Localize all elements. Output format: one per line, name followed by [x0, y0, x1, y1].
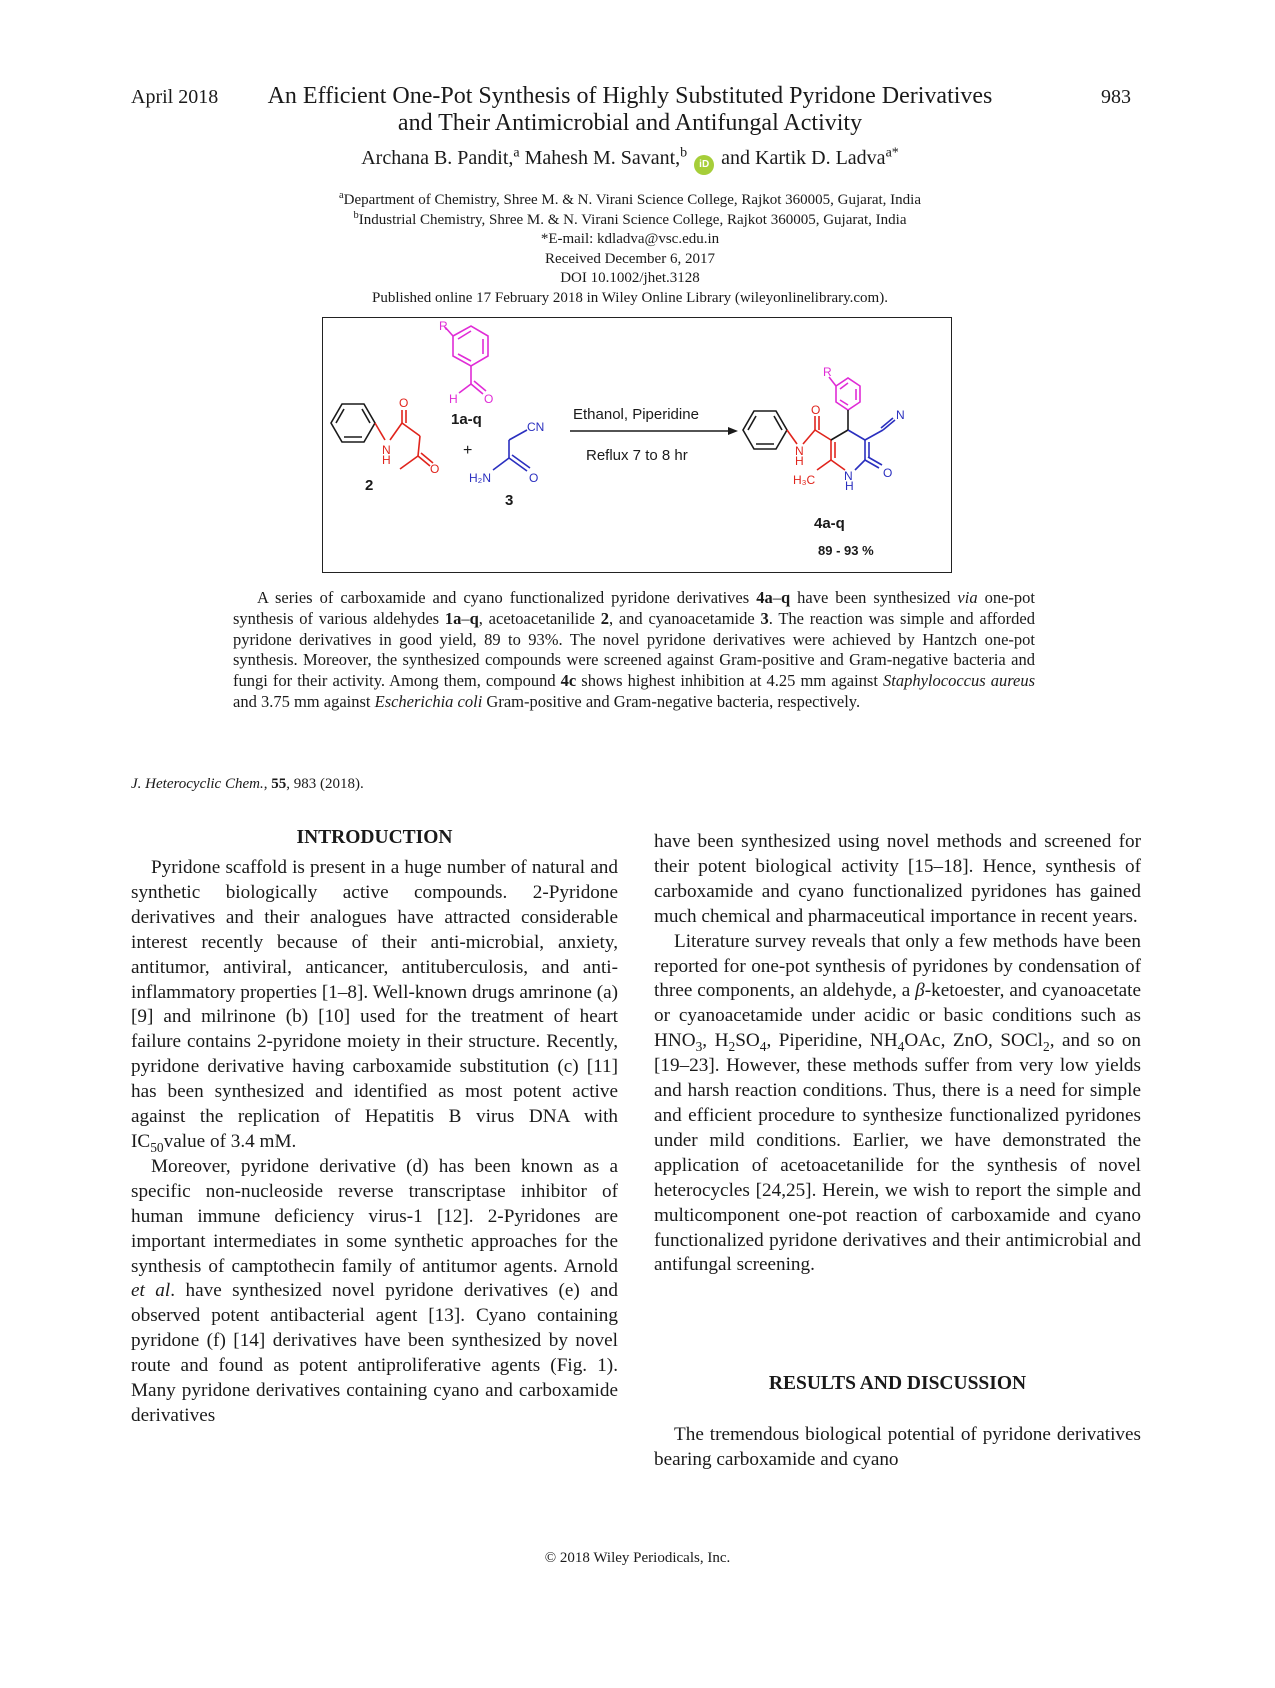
author-1-affil: a [513, 145, 520, 161]
atom-n-2: N [382, 443, 391, 457]
label-compound-3: 3 [505, 492, 514, 509]
plus-sign: + [463, 442, 473, 459]
atom-o-3: O [529, 471, 539, 485]
article-title [240, 83, 1020, 137]
copyright-footer: © 2018 Wiley Periodicals, Inc. [544, 1550, 731, 1566]
author-3-affil: a* [885, 145, 899, 161]
journal-citation: J. Heterocyclic Chem., 55, 983 (2018). [131, 776, 364, 792]
author-2[interactable]: Mahesh M. Savant, [524, 147, 681, 169]
intro-paragraph-1: Pyridone scaffold is present in a huge number of natural and synthetic biologically active compounds. 2-Pyridone derivatives and their analogues have attracted considerable interest recently because of their anti-microbial, anxiety, antitumor, antiviral, anticancer, antituberculosis, and anti-inflammatory properties [1–8]. Well-known drugs amrinone (a) [9] and milrinone (b) [10] used for the treatment of heart failure contains 2-pyridone moiety in their structure. Recently, pyridone derivative having carboxamide substitution (c) [11] has been synthesized and identified as most potent active against the replication of Hepatitis B virus DNA with $IC_{50}value$ of 3.4 mM. [131, 857, 618, 1155]
reaction-scheme [322, 317, 952, 573]
atom-r-4: R [823, 365, 832, 379]
atom-h-2: H [382, 453, 391, 467]
abstract [233, 588, 1035, 713]
author-3[interactable]: and Kartik D. Ladva [721, 147, 886, 169]
title-line-1: An Efficient One-Pot Synthesis of Highly Substituted Pyridone Derivatives [267, 83, 993, 109]
results-column [654, 1423, 1141, 1473]
atom-o-4b: O [883, 466, 893, 480]
atom-o-1: O [484, 392, 494, 406]
conditions-top: Ethanol, Piperidine [573, 406, 699, 423]
atom-h-1: H [449, 392, 458, 406]
title-line-2: and Their Antimicrobial and Antifungal Activity [397, 110, 863, 136]
affiliations [240, 191, 1020, 308]
atom-n-4a: N [795, 444, 804, 458]
section-heading-introduction: INTRODUCTION [296, 827, 453, 848]
atom-o-2a: O [399, 396, 409, 410]
received-date: Received December 6, 2017 [545, 250, 715, 267]
header-date: April 2018 [131, 86, 219, 108]
compound-1-structure [445, 326, 488, 394]
atom-n-4c: N [896, 408, 905, 422]
section-heading-results: RESULTS AND DISCUSSION [768, 1373, 1027, 1394]
reaction-arrow-head [728, 427, 738, 435]
atom-n-4b: N [844, 469, 853, 483]
reaction-scheme-svg [323, 318, 951, 572]
author-list [240, 147, 1020, 175]
affiliation-b: $^b$Industrial Chemistry, Shree M. & N. Virani Science College, Rajkot 360005, Gujarat, India [353, 209, 907, 228]
right-column [654, 830, 1141, 1278]
intro-paragraph-2: Moreover, pyridone derivative (d) has been known as a specific non-nucleoside reverse transcriptase inhibitor of human immune deficiency virus-1 [12]. 2-Pyridones are important intermediates in some synthetic approaches for the synthesis of camptothecin family of antitumor agents. Arnold et al. have synthesized novel pyridone derivatives (e) and observed potent antibacterial agent [13]. Cyano containing pyridone (f) [14] derivatives have been synthesized by novel route and found as potent antiproliferative agents (Fig. 1). Many pyridone derivatives containing cyano and carboxamide derivatives [131, 1155, 618, 1426]
intro-paragraph-3: have been synthesized using novel methods and screened for their potent biological activity [15–18]. Hence, synthesis of carboxamide and cyano functionalized pyridones has gained much chemical and pharmaceutical importance in recent years. [654, 831, 1141, 927]
product-4-structure [743, 377, 895, 470]
yield-label: 89 - 93 % [818, 543, 874, 558]
email[interactable]: *E-mail: kdladva@vsc.edu.in [540, 231, 720, 247]
compound-3-structure [493, 430, 530, 471]
orcid-icon[interactable]: iD [694, 155, 714, 175]
label-compound-2: 2 [365, 477, 374, 494]
affiliation-a: $^a$Department of Chemistry, Shree M. & N. Virani Science College, Rajkot 360005, Gujarat, India [339, 190, 921, 208]
author-1[interactable]: Archana B. Pandit, [361, 147, 514, 169]
atom-h-4b: H [845, 479, 854, 493]
atom-h-4a: H [795, 454, 804, 468]
published-online: Published online 17 February 2018 in Wiley Online Library (wileyonlinelibrary.com). [372, 289, 888, 306]
left-column [131, 856, 618, 1429]
atom-o-4a: O [811, 403, 821, 417]
atom-o-2b: O [430, 462, 440, 476]
conditions-bottom: Reflux 7 to 8 hr [586, 447, 688, 464]
doi[interactable]: DOI 10.1002/jhet.3128 [560, 270, 700, 286]
page-number: 983 [1101, 86, 1131, 108]
label-product-4aq: 4a-q [814, 515, 845, 532]
atom-r-1: R [439, 319, 448, 333]
atom-h2n-3: H₂N [469, 471, 491, 485]
atom-cn-3: CN [527, 420, 545, 434]
intro-paragraph-4: Literature survey reveals that only a few methods have been reported for one-pot synthesis of pyridones by condensation of three components, an aldehyde, a β-ketoester, and cyanoacetate or cyanoacetamide under acidic or basic conditions such as $HNO_3$, $H_2SO_4$, Piperidine, $NH_4OAc$, ZnO, SOCl$_2$, and so on [19–23]. However, these methods suffer from very low yields and harsh reaction conditions. Thus, there is a need for simple and efficient procedure to synthesize functionalized pyridones under mild conditions. Earlier, we have demonstrated the application of acetoacetanilide for the synthesis of novel heterocycles [24,25]. Herein, we wish to report the simple and multicomponent one-pot reaction of carboxamide and cyano functionalized pyridone derivatives and their antimicrobial and antifungal screening. [654, 930, 1142, 1276]
abstract-paragraph: A series of carboxamide and cyano functionalized pyridone derivatives 4a–q have been synthesized via one-pot synthesis of various aldehydes 1a–q, acetoacetanilide 2, and cyanoacetamide 3. The reaction was simple and afforded pyridone derivatives in good yield, 89 to 93%. The novel pyridone derivatives were achieved by Hantzch one-pot synthesis. Moreover, the synthesized compounds were screened against Gram-positive and Gram-negative bacteria and fungi for their activity. Among them, compound 4c shows highest inhibition at 4.25 mm against Staphylococcus aureus and 3.75 mm against Escherichia coli Gram-positive and Gram-negative bacteria, respectively. [233, 588, 1035, 711]
author-2-affil: b [680, 145, 688, 161]
atom-h3c-4: H₃C [793, 473, 816, 487]
results-paragraph-1: The tremendous biological potential of pyridone derivatives bearing carboxamide and cyano [654, 1424, 1141, 1470]
label-compound-1aq: 1a-q [451, 411, 482, 428]
